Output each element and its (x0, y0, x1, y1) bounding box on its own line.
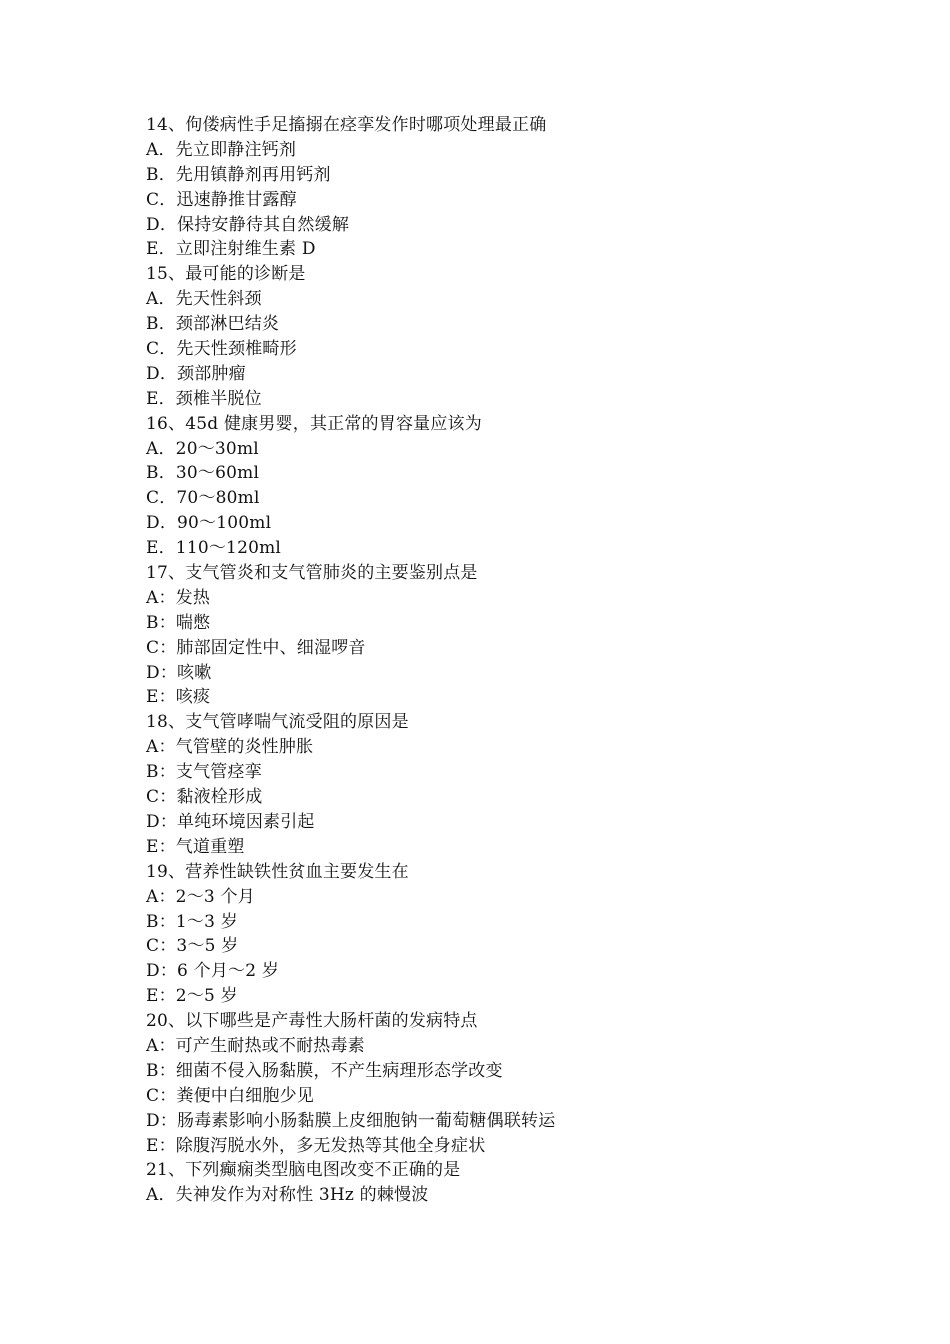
option-c: C．先天性颈椎畸形 (146, 339, 297, 360)
option-d: D：肠毒素影响小肠黏膜上皮细胞钠一葡萄糖偶联转运 (146, 1110, 556, 1131)
question-stem: 15、最可能的诊断是 (146, 264, 306, 285)
option-b: B：支气管痉挛 (146, 762, 262, 783)
option-a: A：气管壁的炎性肿胀 (146, 737, 314, 758)
question-19 (146, 860, 846, 1009)
question-stem: 20、以下哪些是产毒性大肠杆菌的发病特点 (146, 1011, 478, 1032)
question-stem: 17、支气管炎和支气管肺炎的主要鉴别点是 (146, 563, 478, 584)
option-b: B：细菌不侵入肠黏膜，不产生病理形态学改变 (146, 1060, 503, 1081)
option-d: D．保持安静待其自然缓解 (146, 214, 350, 235)
option-a: A：可产生耐热或不耐热毒素 (146, 1035, 365, 1056)
option-b: B．先用镇静剂再用钙剂 (146, 164, 331, 185)
question-16 (146, 412, 846, 561)
option-a: A：2～3 个月 (146, 886, 255, 907)
question-14 (146, 113, 846, 262)
option-e: E．立即注射维生素 D (146, 239, 316, 260)
option-e: E：咳痰 (146, 687, 211, 708)
option-b: B．30～60ml (146, 463, 260, 484)
option-c: C：粪便中白细胞少见 (146, 1085, 315, 1106)
option-c: C：3～5 岁 (146, 936, 239, 957)
option-b: B：1～3 岁 (146, 911, 238, 932)
option-d: D：咳嗽 (146, 662, 212, 683)
question-18 (146, 710, 846, 859)
option-a: A．先立即静注钙剂 (146, 139, 297, 160)
option-c: C．迅速静推甘露醇 (146, 189, 297, 210)
question-stem: 16、45d 健康男婴，其正常的胃容量应该为 (146, 413, 482, 434)
option-e: E．颈椎半脱位 (146, 388, 262, 409)
option-b: B：喘憋 (146, 612, 211, 633)
question-15 (146, 262, 846, 411)
option-a: A．失神发作为对称性 3Hz 的棘慢波 (146, 1185, 429, 1206)
option-c: C：黏液栓形成 (146, 787, 263, 808)
question-stem: 18、支气管哮喘气流受阻的原因是 (146, 712, 409, 733)
option-d: D．90～100ml (146, 513, 272, 534)
option-e: E：气道重塑 (146, 836, 245, 857)
question-stem: 19、营养性缺铁性贫血主要发生在 (146, 861, 409, 882)
option-b: B．颈部淋巴结炎 (146, 314, 280, 335)
option-c: C．70～80ml (146, 488, 260, 509)
option-a: A：发热 (146, 587, 211, 608)
option-d: D．颈部肿瘤 (146, 363, 246, 384)
question-20 (146, 1009, 846, 1158)
option-d: D：6 个月～2 岁 (146, 961, 280, 982)
question-21 (146, 1158, 846, 1208)
option-a: A．先天性斜颈 (146, 289, 262, 310)
option-e: E：除腹泻脱水外，多无发热等其他全身症状 (146, 1135, 486, 1156)
question-stem: 14、佝偻病性手足搐搦在痉挛发作时哪项处理最正确 (146, 115, 547, 135)
question-stem: 21、下列癫痫类型脑电图改变不正确的是 (146, 1160, 461, 1181)
option-e: E：2～5 岁 (146, 986, 238, 1007)
option-e: E．110～120ml (146, 538, 282, 559)
option-a: A．20～30ml (146, 438, 259, 459)
option-d: D：单纯环境因素引起 (146, 811, 315, 832)
option-c: C：肺部固定性中、细湿啰音 (146, 637, 366, 658)
question-list (146, 113, 846, 1208)
question-17 (146, 561, 846, 710)
